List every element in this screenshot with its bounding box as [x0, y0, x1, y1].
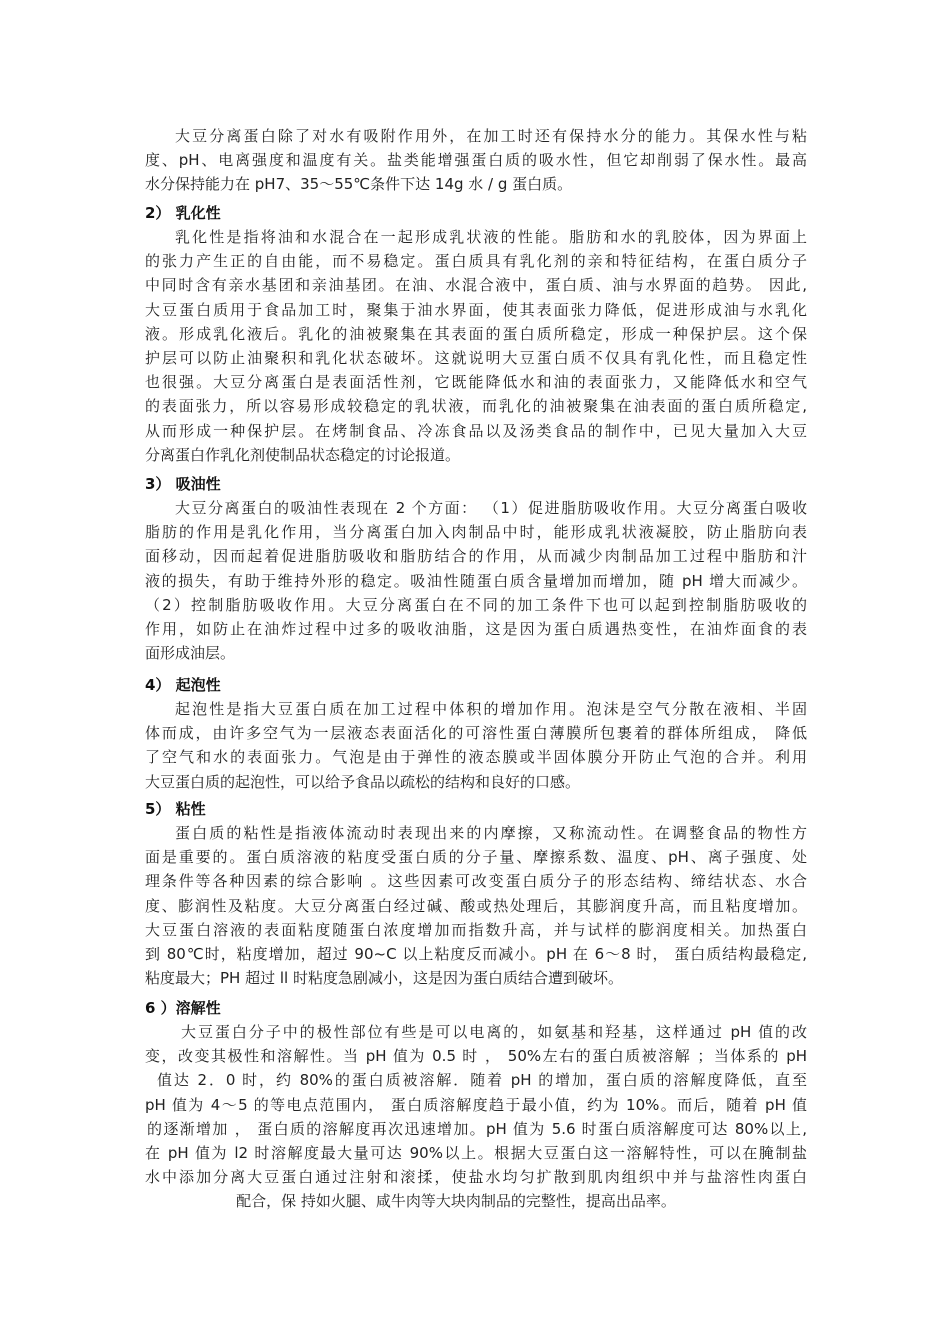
heading-viscosity: 5） 粘性 — [145, 800, 206, 818]
text-line: 蛋白质的粘性是指液体流动时表现出来的内摩擦，又称流动性。在调整食品的物性方 — [175, 824, 807, 842]
text-line: 粘度最大；PH 超过 ll 时粘度急剧减小，这是因为蛋白质结合遭到破坏。 — [145, 969, 623, 988]
text-line: 面移动，因而起着促进脂肪吸收和脂肪结合的作用，从而减少肉制品加工过程中脂肪和汁 — [145, 547, 807, 566]
text-line: 的逐渐增加 ， 蛋白质的溶解度再次迅速增加。pH 值为 5.6 时蛋白质溶解度可达 80%以上, — [147, 1119, 807, 1138]
text-line: 大豆蛋白质的起泡性，可以给予食品以疏松的结构和良好的口感。 — [145, 772, 581, 791]
text-line: 大豆蛋白分子中的极性部位有些是可以电离的，如氨基和羟基，这样通过 pH 值的改 — [181, 1023, 807, 1041]
paragraph-solubility — [145, 1020, 807, 1214]
text-line: 面是重要的。蛋白质溶液的粘度受蛋白质的分子量、摩擦系数、温度、pH、离子强度、处 — [145, 848, 807, 867]
text-line: 的表面张力，所以容易形成较稳定的乳状液，而乳化的油被聚集在油表面的蛋白质所稳定, — [145, 397, 807, 416]
text-line: 大豆蛋白质用于食品加工时，聚集于油水界面，使其表面张力降低，促进形成油与水乳化 — [145, 300, 807, 319]
text-line: 到 80℃时，粘度增加，超过 90~C 以上粘度反而减小。pH 在 6～8 时， 蛋白质结构最稳定, — [145, 944, 807, 963]
text-line: 度、膨润性及粘度。大豆分离蛋白经过碱、酸或热处理后，其膨润度升高，而且粘度增加。 — [145, 896, 807, 915]
paragraph-emulsification — [145, 225, 807, 467]
heading-solubility: 6 ）溶解性 — [145, 999, 221, 1017]
text-line: 的张力产生正的自由能，而不易稳定。蛋白质具有乳化剂的亲和特征结构，在蛋白质分子 — [145, 252, 807, 271]
text-line: 配合，保 持如火腿、咸牛肉等大块肉制品的完整性，提高出品率。 — [236, 1192, 676, 1211]
text-line: 乳化性是指将油和水混合在一起形成乳状液的性能。脂肪和水的乳胶体，因为界面上 — [175, 228, 807, 246]
text-line: 也很强。大豆分离蛋白是表面活性剂，它既能降低水和油的表面张力，又能降低水和空气 — [145, 373, 807, 392]
paragraph-oil-absorption — [145, 496, 807, 665]
heading-emulsification: 2） 乳化性 — [145, 204, 221, 222]
text-line: 液的损失，有助于维持外形的稳定。吸油性随蛋白质含量增加而增加，随 pH 增大而减少。 — [145, 571, 807, 590]
text-line: pH 值为 4～5 的等电点范围内， 蛋白质溶解度趋于最小值，约为 10%。而后，随着 pH 值 — [145, 1095, 807, 1114]
text-line: 面形成油层。 — [145, 644, 236, 663]
text-line: 变，改变其极性和溶解性。当 pH 值为 0.5 时 ， 50%左右的蛋白质被溶解 ；当体系的 pH — [145, 1047, 807, 1066]
text-line: 度、pH、电离强度和温度有关。盐类能增强蛋白质的吸水性，但它却削弱了保水性。最高 — [145, 151, 807, 170]
paragraph-viscosity — [145, 821, 807, 990]
text-line: 液。形成乳化液后。乳化的油被聚集在其表面的蛋白质所稳定，形成一种保护层。这个保 — [145, 324, 807, 343]
paragraph-water-retention — [145, 124, 807, 197]
text-line: 分离蛋白作乳化剂使制品状态稳定的讨论报道。 — [145, 445, 461, 464]
text-line: 在 pH 值为 l2 时溶解度最大量可达 90%以上。根据大豆蛋白这一溶解特性，可以在腌制盐 — [145, 1143, 807, 1162]
text-line: 从而形成一种保护层。在烤制食品、冷冻食品以及汤类食品的制作中，已见大量加入大豆 — [145, 421, 807, 440]
text-line: （2）控制脂肪吸收作用。大豆分离蛋白在不同的加工条件下也可以起到控制脂肪吸收的 — [145, 595, 807, 614]
text-line: 水中添加分离大豆蛋白通过注射和滚揉，使盐水均匀扩散到肌肉组织中并与盐溶性肉蛋白 — [145, 1168, 807, 1187]
text-line: 大豆分离蛋白的吸油性表现在 2 个方面： （1）促进脂肪吸收作用。大豆分离蛋白吸收 — [175, 499, 807, 517]
text-line: 大豆蛋白溶液的表面粘度随蛋白浓度增加而指数升高，并与试样的膨润度相关。加热蛋白 — [145, 920, 807, 939]
heading-oil-absorption: 3） 吸油性 — [145, 475, 221, 493]
text-line: 体而成，由许多空气为一层液态表面活化的可溶性蛋白薄膜所包裹着的群体所组成， 降低 — [145, 724, 807, 743]
paragraph-foaming — [145, 697, 807, 794]
text-line: 护层可以防止油聚积和乳化状态破坏。这就说明大豆蛋白质不仅具有乳化性，而且稳定性 — [145, 348, 807, 367]
text-line: 水分保持能力在 pH7、35～55℃条件下达 14g 水 / g 蛋白质。 — [145, 175, 573, 194]
text-line: 中同时含有亲水基团和亲油基团。在油、水混合液中，蛋白质、油与水界面的趋势。 因此, — [145, 276, 807, 295]
text-line: 脂肪的作用是乳化作用，当分离蛋白加入肉制品中时，能形成乳状液凝胶，防止脂肪向表 — [145, 523, 807, 542]
heading-foaming: 4） 起泡性 — [145, 676, 221, 694]
text-line: 大豆分离蛋白除了对水有吸附作用外，在加工时还有保持水分的能力。其保水性与粘 — [175, 127, 807, 145]
text-line: 值达 2．0 时，约 80%的蛋白质被溶解．随着 pH 的增加，蛋白质的溶解度降低，直至 — [157, 1071, 807, 1090]
text-line: 作用，如防止在油炸过程中过多的吸收油脂，这是因为蛋白质遇热变性，在油炸面食的表 — [145, 619, 807, 638]
text-line: 理条件等各种因素的综合影响 。这些因素可改变蛋白质分子的形态结构、缔结状态、水合 — [145, 872, 807, 891]
text-line: 起泡性是指大豆蛋白质在加工过程中体积的增加作用。泡沫是空气分散在液相、半固 — [175, 700, 807, 718]
text-line: 了空气和水的表面张力。气泡是由于弹性的液态膜或半固体膜分开防止气泡的合并。利用 — [145, 748, 807, 767]
